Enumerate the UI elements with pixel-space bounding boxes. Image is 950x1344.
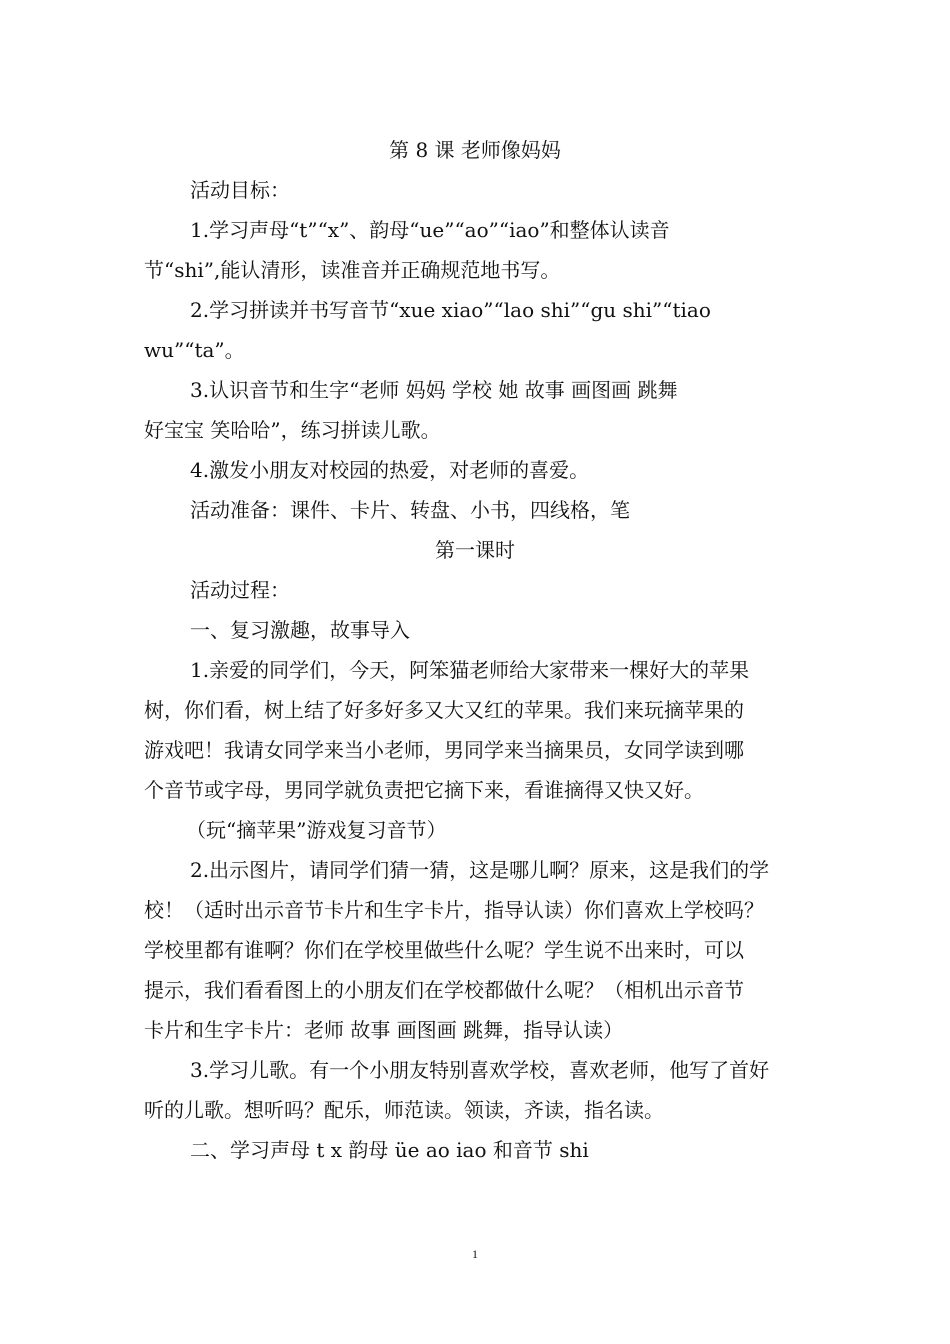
paragraph-line: 校！（适时出示音节卡片和生字卡片，指导认读）你们喜欢上学校吗？ <box>144 898 764 922</box>
subsection-heading: 二、学习声母 t x 韵母 üe ao iao 和音节 shi <box>190 1138 589 1162</box>
paragraph-line: 游戏吧！我请女同学来当小老师，男同学来当摘果员，女同学读到哪 <box>144 738 744 762</box>
section-heading-process: 活动过程： <box>190 578 290 602</box>
paragraph-line: 2.学习拼读并书写音节“xue xiao”“lao shi”“gu shi”“tiao <box>190 298 711 322</box>
paragraph-line: 个音节或字母，男同学就负责把它摘下来，看谁摘得又快又好。 <box>144 778 704 802</box>
paragraph-line: 2.出示图片，请同学们猜一猜，这是哪儿啊？原来，这是我们的学 <box>190 858 770 882</box>
paragraph-line: 1.亲爱的同学们，今天，阿笨猫老师给大家带来一棵好大的苹果 <box>190 658 750 682</box>
lesson-period-heading: 第一课时 <box>435 538 515 562</box>
paragraph-line: 1.学习声母“t”“x”、韵母“ue”“ao”“iao”和整体认读音 <box>190 218 670 242</box>
paragraph-line: 卡片和生字卡片：老师 故事 画图画 跳舞，指导认读） <box>144 1018 624 1042</box>
paragraph-line: 好宝宝 笑哈哈”，练习拼读儿歌。 <box>144 418 441 442</box>
section-heading-preparation: 活动准备：课件、卡片、转盘、小书，四线格，笔 <box>190 498 630 522</box>
paragraph-line: 学校里都有谁啊？你们在学校里做些什么呢？学生说不出来时，可以 <box>144 938 744 962</box>
document-title: 第 8 课 老师像妈妈 <box>389 138 561 162</box>
paragraph-line: （玩“摘苹果”游戏复习音节） <box>186 818 447 842</box>
section-heading-goals: 活动目标： <box>190 178 290 202</box>
subsection-heading: 一、复习激趣，故事导入 <box>190 618 410 642</box>
paragraph-line: wu”“ta”。 <box>144 338 245 362</box>
page-number: 1 <box>472 1247 478 1261</box>
paragraph-line: 3.认识音节和生字“老师 妈妈 学校 她 故事 画图画 跳舞 <box>190 378 678 402</box>
paragraph-line: 提示，我们看看图上的小朋友们在学校都做什么呢？（相机出示音节 <box>144 978 744 1002</box>
paragraph-line: 4.激发小朋友对校园的热爱，对老师的喜爱。 <box>190 458 590 482</box>
paragraph-line: 听的儿歌。想听吗？配乐，师范读。领读，齐读，指名读。 <box>144 1098 664 1122</box>
paragraph-line: 节“shi”,能认清形，读准音并正确规范地书写。 <box>144 258 561 282</box>
paragraph-line: 3.学习儿歌。有一个小朋友特别喜欢学校，喜欢老师，他写了首好 <box>190 1058 770 1082</box>
paragraph-line: 树，你们看，树上结了好多好多又大又红的苹果。我们来玩摘苹果的 <box>144 698 744 722</box>
